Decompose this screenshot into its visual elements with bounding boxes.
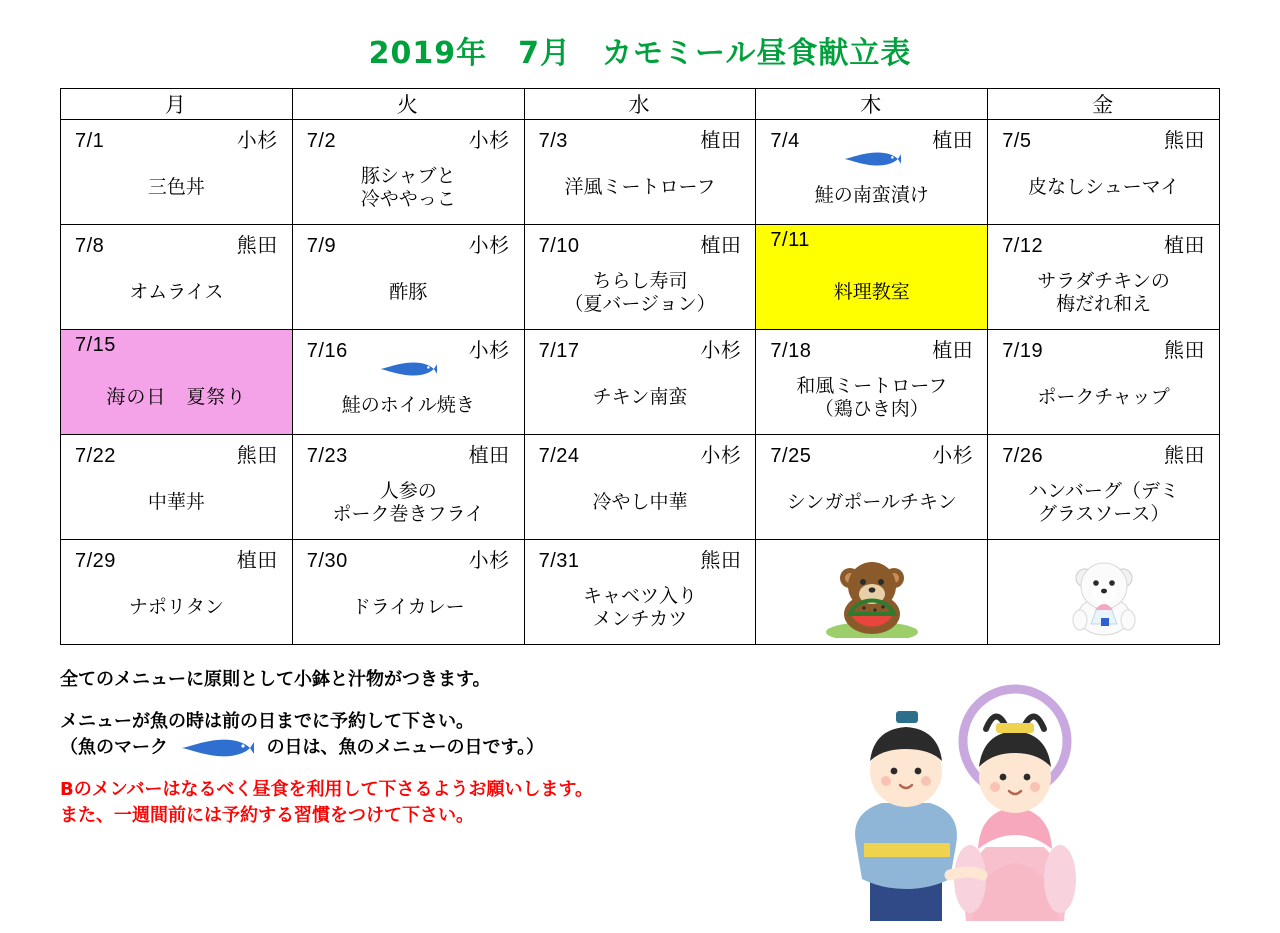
cell-header	[293, 330, 524, 363]
calendar-cell-7-2	[292, 120, 524, 225]
calendar-cell-7-11	[756, 225, 988, 330]
cell-header	[61, 540, 292, 573]
calendar-cell-7-9	[292, 225, 524, 330]
calendar-container	[60, 88, 1220, 645]
cell-header	[988, 330, 1219, 363]
cell-staff-name: 熊田	[236, 235, 278, 257]
cell-staff-name: 植田	[236, 550, 278, 572]
cell-menu-line: 酢豚	[389, 282, 428, 304]
cell-menu	[988, 366, 1219, 430]
cell-staff-name: 植田	[700, 130, 742, 152]
cell-date: 7/15	[75, 334, 116, 356]
calendar-week-row	[61, 435, 1220, 540]
dow-header-mon: 月	[61, 89, 293, 120]
cell-staff-name: 小杉	[700, 340, 742, 362]
cell-menu-line: 鮭の南蛮漬け	[814, 185, 929, 207]
cell-menu	[293, 382, 524, 430]
calendar-cell-7-22	[61, 435, 293, 540]
calendar-cell-7-17	[524, 330, 756, 435]
cell-header	[756, 330, 987, 363]
cell-menu-line: （夏バージョン）	[564, 294, 716, 315]
cell-menu-line: 中華丼	[147, 492, 205, 514]
cell-menu-line: 人参の	[379, 480, 437, 502]
calendar-week-row	[61, 330, 1220, 435]
cell-menu	[61, 261, 292, 325]
cell-staff-name: 熊田	[1164, 130, 1205, 152]
cell-date: 7/10	[538, 235, 580, 257]
cell-staff-name: 植田	[468, 445, 510, 467]
fish-icon	[756, 150, 987, 172]
calendar-cell-7-5	[988, 120, 1220, 225]
cell-menu	[293, 576, 524, 640]
menu-calendar-table	[60, 88, 1220, 645]
cell-menu	[756, 261, 987, 325]
cell-menu	[293, 471, 524, 535]
cell-staff-name: 小杉	[468, 340, 510, 362]
cell-date: 7/11	[770, 229, 810, 251]
polar-bear-with-shaved-ice-illustration	[988, 558, 1219, 643]
cell-menu-line: 梅だれ和え	[1056, 294, 1152, 315]
cell-date: 7/19	[1002, 340, 1044, 362]
fish-icon	[174, 735, 260, 761]
cell-date: 7/23	[306, 445, 348, 467]
cell-header	[525, 225, 756, 258]
cell-header	[525, 330, 756, 363]
cell-menu-line: ナポリタン	[128, 597, 224, 619]
calendar-cell-7-26	[988, 435, 1220, 540]
cell-date: 7/5	[1002, 130, 1032, 152]
cell-staff-name: 植田	[1164, 235, 1205, 257]
cell-staff-name: 植田	[932, 130, 974, 152]
cell-staff-name: 植田	[932, 340, 974, 362]
cell-date: 7/1	[75, 130, 105, 152]
cell-date: 7/4	[770, 130, 800, 152]
cell-menu-line: ちらし寿司	[592, 270, 688, 292]
cell-header	[61, 120, 292, 153]
cell-menu	[756, 172, 987, 220]
cell-menu	[61, 576, 292, 640]
calendar-cell-7-1	[61, 120, 293, 225]
cell-header	[525, 540, 756, 573]
cell-menu-line: （鶏ひき肉）	[814, 399, 929, 420]
cell-menu	[525, 156, 756, 220]
cell-date: 7/22	[75, 445, 116, 467]
note-side-dishes-text: 全てのメニューに原則として小鉢と汁物がつきます。	[60, 669, 491, 690]
cell-menu-line: 料理教室	[833, 282, 910, 304]
cell-staff-name: 小杉	[468, 235, 510, 257]
cell-menu-line: サラダチキンの	[1037, 270, 1170, 292]
cell-menu	[61, 366, 292, 430]
cell-menu-line: ハンバーグ（デミ	[1028, 480, 1179, 502]
cell-header	[988, 225, 1219, 258]
cell-staff-name: 小杉	[468, 130, 510, 152]
notes-section	[60, 667, 820, 830]
cell-date: 7/3	[538, 130, 568, 152]
cell-staff-name: 小杉	[700, 445, 742, 467]
cell-menu	[293, 156, 524, 220]
cell-staff-name: 熊田	[1164, 445, 1205, 467]
calendar-cell-empty	[988, 540, 1220, 645]
cell-menu	[756, 471, 987, 535]
cell-header	[756, 435, 987, 468]
cell-date: 7/24	[538, 445, 580, 467]
cell-header	[293, 540, 524, 573]
dow-header-fri: 金	[988, 89, 1220, 120]
cell-staff-name: 熊田	[1164, 340, 1205, 362]
cell-menu-line: 和風ミートローフ	[796, 375, 948, 397]
page-title: 2019年 7月 カモミール昼食献立表	[368, 36, 912, 71]
note-member-request	[60, 777, 820, 829]
calendar-cell-7-30	[292, 540, 524, 645]
calendar-cell-7-4	[756, 120, 988, 225]
note-member-request-line2: また、一週間前には予約する習慣をつけて下さい。	[60, 805, 474, 827]
calendar-cell-7-31	[524, 540, 756, 645]
cell-date: 7/31	[538, 550, 580, 572]
cell-header	[525, 435, 756, 468]
note-fish-reservation-line2	[60, 735, 820, 761]
cell-menu-line: オムライス	[129, 282, 224, 304]
cell-header	[61, 330, 292, 357]
note-fish-reservation-line1: メニューが魚の時は前の日までに予約して下さい。	[60, 711, 474, 733]
cell-menu	[525, 576, 756, 640]
cell-staff-name: 小杉	[932, 445, 974, 467]
calendar-header-row	[61, 89, 1220, 120]
fish-icon	[293, 360, 524, 382]
cell-menu	[61, 156, 292, 220]
note-fish-reservation	[60, 709, 820, 761]
note-side-dishes	[60, 667, 820, 693]
cell-menu	[988, 471, 1219, 535]
cell-header	[293, 120, 524, 153]
cell-menu-line: 洋風ミートローフ	[564, 177, 716, 199]
cell-date: 7/26	[1002, 445, 1044, 467]
calendar-week-row	[61, 540, 1220, 645]
cell-header	[61, 435, 292, 468]
note-fish-mark-suffix: の日は、魚のメニューの日です。）	[266, 737, 545, 759]
calendar-cell-7-18	[756, 330, 988, 435]
calendar-cell-7-24	[524, 435, 756, 540]
cell-menu-line: グラスソース）	[1037, 504, 1170, 525]
cell-menu-line: ドライカレー	[351, 597, 465, 619]
cell-menu-line: メンチカツ	[592, 609, 688, 630]
cell-date: 7/17	[538, 340, 580, 362]
calendar-cell-7-10	[524, 225, 756, 330]
calendar-cell-7-8	[61, 225, 293, 330]
cell-header	[756, 225, 987, 252]
cell-menu-line: ポーク巻きフライ	[332, 504, 484, 525]
cell-staff-name: 植田	[700, 235, 742, 257]
cell-date: 7/30	[306, 550, 348, 572]
cell-menu	[61, 471, 292, 535]
tanabata-couple-illustration	[810, 683, 1150, 923]
calendar-cell-7-12	[988, 225, 1220, 330]
dow-header-wed: 水	[524, 89, 756, 120]
cell-date: 7/25	[770, 445, 812, 467]
calendar-cell-7-3	[524, 120, 756, 225]
cell-header	[293, 435, 524, 468]
cell-menu	[525, 471, 756, 535]
cell-date: 7/18	[770, 340, 812, 362]
cell-menu	[988, 156, 1219, 220]
cell-menu-line: 鮭のホイル焼き	[341, 395, 475, 417]
calendar-cell-7-25	[756, 435, 988, 540]
cell-date: 7/2	[306, 130, 337, 152]
cell-date: 7/12	[1002, 235, 1044, 257]
cell-menu	[988, 261, 1219, 325]
cell-date: 7/29	[75, 550, 116, 572]
dow-header-thu: 木	[756, 89, 988, 120]
cell-header	[756, 120, 987, 153]
calendar-cell-7-29	[61, 540, 293, 645]
cell-staff-name: 小杉	[236, 130, 278, 152]
cell-menu-line: ポークチャップ	[1037, 387, 1170, 409]
calendar-body	[61, 120, 1220, 645]
dow-header-tue: 火	[292, 89, 524, 120]
calendar-cell-empty	[756, 540, 988, 645]
cell-date: 7/16	[306, 340, 348, 362]
cell-staff-name: 小杉	[468, 550, 510, 572]
cell-menu	[525, 366, 756, 430]
cell-header	[525, 120, 756, 153]
cell-staff-name: 熊田	[700, 550, 742, 572]
note-member-request-line1: Bのメンバーはなるべく昼食を利用して下さるようお願いします。	[60, 779, 594, 801]
cell-header	[61, 225, 292, 258]
cell-date: 7/9	[306, 235, 337, 257]
cell-menu-line: 海の日 夏祭り	[106, 387, 247, 409]
cell-menu-line: 豚シャブと	[360, 165, 456, 187]
cell-menu-line: 冷やし中華	[592, 492, 688, 514]
calendar-cell-7-19	[988, 330, 1220, 435]
cell-menu-line: 皮なしシューマイ	[1027, 177, 1180, 199]
cell-menu-line: 冷ややっこ	[360, 189, 456, 210]
calendar-cell-7-15	[61, 330, 293, 435]
cell-menu	[293, 261, 524, 325]
cell-menu-line: シンガポールチキン	[786, 492, 957, 514]
cell-date: 7/8	[75, 235, 105, 257]
cell-header	[988, 120, 1219, 153]
cell-menu	[756, 366, 987, 430]
calendar-week-row	[61, 225, 1220, 330]
cell-menu	[525, 261, 756, 325]
calendar-cell-7-16	[292, 330, 524, 435]
cell-menu-line: キャベツ入り	[582, 585, 697, 607]
note-fish-mark-prefix: （魚のマーク	[60, 737, 168, 759]
calendar-week-row	[61, 120, 1220, 225]
cell-header	[293, 225, 524, 258]
cell-menu-line: チキン南蛮	[592, 387, 688, 409]
bear-with-watermelon-illustration	[756, 558, 987, 643]
calendar-cell-7-23	[292, 435, 524, 540]
cell-staff-name: 熊田	[236, 445, 278, 467]
cell-header	[988, 435, 1219, 468]
cell-menu-line: 三色丼	[147, 177, 205, 199]
